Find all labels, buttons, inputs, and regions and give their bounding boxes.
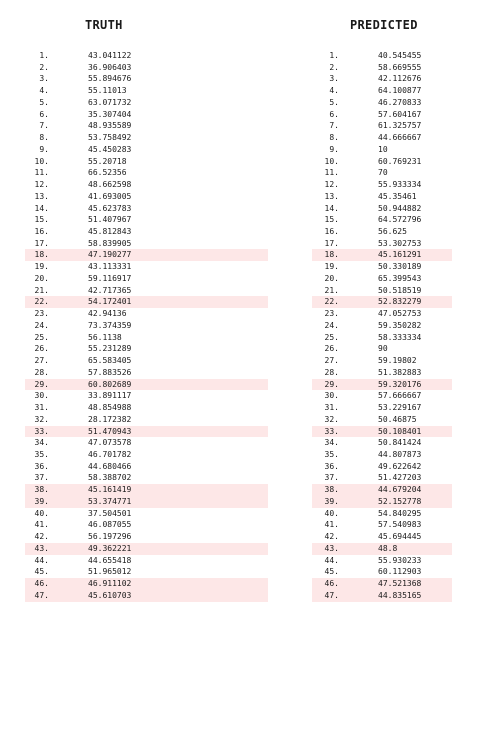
predicted-value: 57.666667 [378, 391, 422, 401]
truth-value: 55.231289 [88, 344, 132, 354]
table-row [0, 50, 483, 62]
predicted-value: 59.350282 [378, 320, 422, 330]
table-row [0, 85, 483, 97]
truth-row-number: 1. [39, 51, 49, 60]
truth-value: 37.504501 [88, 508, 132, 518]
predicted-row-number: 10. [324, 156, 339, 166]
predicted-value: 64.100877 [378, 86, 422, 96]
table-row [0, 179, 483, 191]
table-row [0, 496, 483, 508]
truth-value: 60.802689 [88, 379, 132, 389]
predicted-value: 49.622642 [378, 461, 422, 471]
predicted-value: 50.108401 [378, 426, 422, 436]
predicted-value: 90 [378, 344, 388, 354]
row-highlight-truth [25, 590, 268, 602]
predicted-value: 60.769231 [378, 156, 422, 166]
truth-row-number: 3. [39, 74, 49, 84]
predicted-row-number: 25. [324, 332, 339, 342]
truth-value: 56.197296 [88, 532, 132, 542]
predicted-value: 55.930233 [378, 555, 422, 565]
table-row [0, 308, 483, 320]
predicted-row-number: 8. [329, 133, 339, 143]
truth-column-header: TRUTH [85, 18, 123, 32]
predicted-value: 56.625 [378, 227, 407, 237]
predicted-row-number: 21. [324, 285, 339, 295]
truth-row-number: 29. [34, 379, 49, 389]
table-row [0, 203, 483, 215]
truth-row-number: 4. [39, 86, 49, 96]
predicted-row-number: 28. [324, 367, 339, 377]
truth-row-number: 46. [34, 579, 49, 589]
truth-row-number: 20. [34, 273, 49, 283]
truth-value: 41.693005 [88, 191, 132, 201]
predicted-row-number: 42. [324, 532, 339, 542]
truth-row-number: 23. [34, 309, 49, 319]
truth-value: 44.680466 [88, 461, 132, 471]
truth-value: 66.52356 [88, 168, 127, 178]
predicted-row-number: 27. [324, 356, 339, 366]
truth-value: 44.655418 [88, 555, 132, 565]
truth-value: 51.965012 [88, 567, 132, 577]
truth-row-number: 17. [34, 238, 49, 248]
predicted-row-number: 34. [324, 438, 339, 448]
table-row [0, 367, 483, 379]
truth-value: 57.883526 [88, 367, 132, 377]
predicted-column-header: PREDICTED [350, 18, 418, 32]
predicted-row-number: 9. [329, 144, 339, 154]
predicted-row-number: 18. [324, 250, 339, 260]
truth-row-number: 15. [34, 215, 49, 225]
table-row [0, 449, 483, 461]
table-row [0, 285, 483, 297]
truth-row-number: 36. [34, 461, 49, 471]
predicted-value: 57.604167 [378, 109, 422, 119]
predicted-value: 50.518519 [378, 285, 422, 295]
table-row [0, 296, 483, 308]
predicted-row-number: 20. [324, 273, 339, 283]
row-highlight-truth [25, 379, 268, 391]
predicted-value: 57.540983 [378, 520, 422, 530]
comparison-table [0, 50, 483, 602]
table-row [0, 519, 483, 531]
truth-value: 35.307404 [88, 109, 132, 119]
truth-value: 63.071732 [88, 97, 132, 107]
predicted-row-number: 13. [324, 191, 339, 201]
table-row [0, 144, 483, 156]
predicted-value: 51.427203 [378, 473, 422, 483]
truth-value: 36.906403 [88, 62, 132, 72]
truth-value: 45.161419 [88, 485, 132, 495]
table-row [0, 555, 483, 567]
predicted-row-number: 32. [324, 414, 339, 424]
truth-value: 48.662598 [88, 180, 132, 190]
predicted-value: 70 [378, 168, 388, 178]
predicted-value: 50.944882 [378, 203, 422, 213]
table-row [0, 426, 483, 438]
predicted-row-number: 1. [329, 51, 339, 60]
truth-row-number: 47. [34, 590, 49, 600]
predicted-row-number: 26. [324, 344, 339, 354]
truth-row-number: 10. [34, 156, 49, 166]
table-row [0, 414, 483, 426]
truth-value: 45.812843 [88, 227, 132, 237]
truth-row-number: 12. [34, 180, 49, 190]
table-row [0, 191, 483, 203]
truth-value: 47.073578 [88, 438, 132, 448]
truth-row-number: 37. [34, 473, 49, 483]
predicted-row-number: 38. [324, 485, 339, 495]
truth-row-number: 42. [34, 532, 49, 542]
truth-row-number: 6. [39, 109, 49, 119]
truth-value: 48.935589 [88, 121, 132, 131]
truth-row-number: 25. [34, 332, 49, 342]
truth-value: 59.116917 [88, 273, 132, 283]
predicted-row-number: 14. [324, 203, 339, 213]
truth-value: 49.362221 [88, 543, 132, 553]
predicted-value: 47.521368 [378, 579, 422, 589]
predicted-row-number: 23. [324, 309, 339, 319]
truth-row-number: 34. [34, 438, 49, 448]
table-row [0, 238, 483, 250]
predicted-row-number: 3. [329, 74, 339, 84]
truth-value: 42.94136 [88, 309, 127, 319]
truth-value: 45.610703 [88, 590, 132, 600]
truth-value: 46.087055 [88, 520, 132, 530]
table-row [0, 437, 483, 449]
predicted-row-number: 22. [324, 297, 339, 307]
table-row [0, 590, 483, 602]
truth-row-number: 2. [39, 62, 49, 72]
table-row [0, 226, 483, 238]
predicted-row-number: 45. [324, 567, 339, 577]
truth-row-number: 33. [34, 426, 49, 436]
predicted-row-number: 19. [324, 262, 339, 272]
predicted-row-number: 29. [324, 379, 339, 389]
table-row [0, 343, 483, 355]
table-row [0, 214, 483, 226]
truth-row-number: 35. [34, 449, 49, 459]
table-row [0, 109, 483, 121]
truth-row-number: 38. [34, 485, 49, 495]
truth-row-number: 8. [39, 133, 49, 143]
table-row [0, 73, 483, 85]
truth-value: 53.374771 [88, 496, 132, 506]
predicted-value: 50.841424 [378, 438, 422, 448]
predicted-row-number: 30. [324, 391, 339, 401]
truth-value: 48.854988 [88, 403, 132, 413]
truth-row-number: 27. [34, 356, 49, 366]
truth-value: 45.450283 [88, 144, 132, 154]
predicted-value: 61.325757 [378, 121, 422, 131]
predicted-value: 45.161291 [378, 250, 422, 260]
truth-value: 56.1138 [88, 332, 122, 342]
truth-row-number: 43. [34, 543, 49, 553]
truth-value: 55.20718 [88, 156, 127, 166]
truth-row-number: 16. [34, 227, 49, 237]
table-row [0, 249, 483, 261]
row-highlight-truth [25, 543, 268, 555]
predicted-value: 52.152778 [378, 496, 422, 506]
predicted-row-number: 31. [324, 403, 339, 413]
predicted-value: 54.840295 [378, 508, 422, 518]
truth-value: 46.911102 [88, 579, 132, 589]
table-row [0, 97, 483, 109]
table-row [0, 332, 483, 344]
truth-row-number: 39. [34, 496, 49, 506]
table-row [0, 120, 483, 132]
truth-row-number: 31. [34, 403, 49, 413]
table-row [0, 484, 483, 496]
predicted-value: 48.8 [378, 543, 398, 553]
table-row [0, 566, 483, 578]
row-highlight-truth [25, 296, 268, 308]
predicted-value: 44.807873 [378, 449, 422, 459]
predicted-value: 45.35461 [378, 191, 417, 201]
predicted-row-number: 33. [324, 426, 339, 436]
table-row [0, 390, 483, 402]
table-row [0, 402, 483, 414]
predicted-value: 55.933334 [378, 180, 422, 190]
predicted-row-number: 39. [324, 496, 339, 506]
truth-value: 55.11013 [88, 86, 127, 96]
predicted-row-number: 41. [324, 520, 339, 530]
truth-row-number: 19. [34, 262, 49, 272]
table-row [0, 156, 483, 168]
truth-value: 53.758492 [88, 133, 132, 143]
truth-value: 42.717365 [88, 285, 132, 295]
predicted-value: 42.112676 [378, 74, 422, 84]
predicted-row-number: 6. [329, 109, 339, 119]
truth-row-number: 14. [34, 203, 49, 213]
truth-row-number: 44. [34, 555, 49, 565]
truth-value: 65.583405 [88, 356, 132, 366]
predicted-value: 47.052753 [378, 309, 422, 319]
predicted-value: 44.679204 [378, 485, 422, 495]
predicted-row-number: 47. [324, 590, 339, 600]
truth-value: 51.470943 [88, 426, 132, 436]
predicted-row-number: 2. [329, 62, 339, 72]
predicted-row-number: 43. [324, 543, 339, 553]
predicted-row-number: 16. [324, 227, 339, 237]
truth-row-number: 26. [34, 344, 49, 354]
table-row [0, 261, 483, 273]
truth-row-number: 45. [34, 567, 49, 577]
predicted-value: 50.330189 [378, 262, 422, 272]
predicted-value: 44.835165 [378, 590, 422, 600]
table-row [0, 132, 483, 144]
truth-row-number: 30. [34, 391, 49, 401]
truth-row-number: 24. [34, 320, 49, 330]
row-highlight-truth [25, 484, 268, 496]
predicted-value: 60.112903 [378, 567, 422, 577]
predicted-row-number: 11. [324, 168, 339, 178]
truth-row-number: 18. [34, 250, 49, 260]
truth-value: 28.172382 [88, 414, 132, 424]
row-highlight-truth [25, 578, 268, 590]
predicted-row-number: 44. [324, 555, 339, 565]
truth-value: 55.894676 [88, 74, 132, 84]
truth-value: 43.041122 [88, 51, 132, 60]
truth-value: 46.701782 [88, 449, 132, 459]
truth-row-number: 9. [39, 144, 49, 154]
table-row [0, 273, 483, 285]
predicted-row-number: 40. [324, 508, 339, 518]
truth-row-number: 32. [34, 414, 49, 424]
table-row [0, 508, 483, 520]
truth-value: 58.839905 [88, 238, 132, 248]
predicted-value: 58.333334 [378, 332, 422, 342]
table-row [0, 355, 483, 367]
table-row [0, 472, 483, 484]
predicted-row-number: 17. [324, 238, 339, 248]
predicted-value: 53.229167 [378, 403, 422, 413]
predicted-value: 64.572796 [378, 215, 422, 225]
truth-row-number: 28. [34, 367, 49, 377]
truth-row-number: 22. [34, 297, 49, 307]
row-highlight-truth [25, 249, 268, 261]
predicted-value: 52.832279 [378, 297, 422, 307]
predicted-row-number: 4. [329, 86, 339, 96]
table-row [0, 167, 483, 179]
truth-value: 47.190277 [88, 250, 132, 260]
table-row [0, 461, 483, 473]
truth-row-number: 5. [39, 97, 49, 107]
truth-value: 33.891117 [88, 391, 132, 401]
row-highlight-truth [25, 426, 268, 438]
truth-value: 58.388702 [88, 473, 132, 483]
predicted-value: 58.669555 [378, 62, 422, 72]
predicted-value: 45.694445 [378, 532, 422, 542]
predicted-value: 50.46875 [378, 414, 417, 424]
predicted-row-number: 7. [329, 121, 339, 131]
predicted-value: 51.382883 [378, 367, 422, 377]
predicted-value: 59.320176 [378, 379, 422, 389]
truth-row-number: 13. [34, 191, 49, 201]
predicted-row-number: 24. [324, 320, 339, 330]
predicted-row-number: 36. [324, 461, 339, 471]
predicted-row-number: 5. [329, 97, 339, 107]
truth-row-number: 7. [39, 121, 49, 131]
predicted-row-number: 37. [324, 473, 339, 483]
table-row [0, 531, 483, 543]
truth-row-number: 21. [34, 285, 49, 295]
row-highlight-truth [25, 496, 268, 508]
predicted-value: 65.399543 [378, 273, 422, 283]
predicted-row-number: 12. [324, 180, 339, 190]
table-row [0, 320, 483, 332]
predicted-value: 53.302753 [378, 238, 422, 248]
predicted-value: 10 [378, 144, 388, 154]
table-row [0, 543, 483, 555]
table-row [0, 62, 483, 74]
truth-value: 43.113331 [88, 262, 132, 272]
predicted-row-number: 46. [324, 579, 339, 589]
predicted-row-number: 35. [324, 449, 339, 459]
truth-value: 51.407967 [88, 215, 132, 225]
truth-row-number: 11. [34, 168, 49, 178]
predicted-row-number: 15. [324, 215, 339, 225]
predicted-value: 59.19802 [378, 356, 417, 366]
truth-value: 54.172401 [88, 297, 132, 307]
table-row [0, 578, 483, 590]
truth-row-number: 41. [34, 520, 49, 530]
predicted-value: 46.270833 [378, 97, 422, 107]
truth-value: 45.623783 [88, 203, 132, 213]
predicted-value: 44.666667 [378, 133, 422, 143]
truth-value: 73.374359 [88, 320, 132, 330]
table-row [0, 379, 483, 391]
predicted-value: 40.545455 [378, 51, 422, 60]
truth-row-number: 40. [34, 508, 49, 518]
